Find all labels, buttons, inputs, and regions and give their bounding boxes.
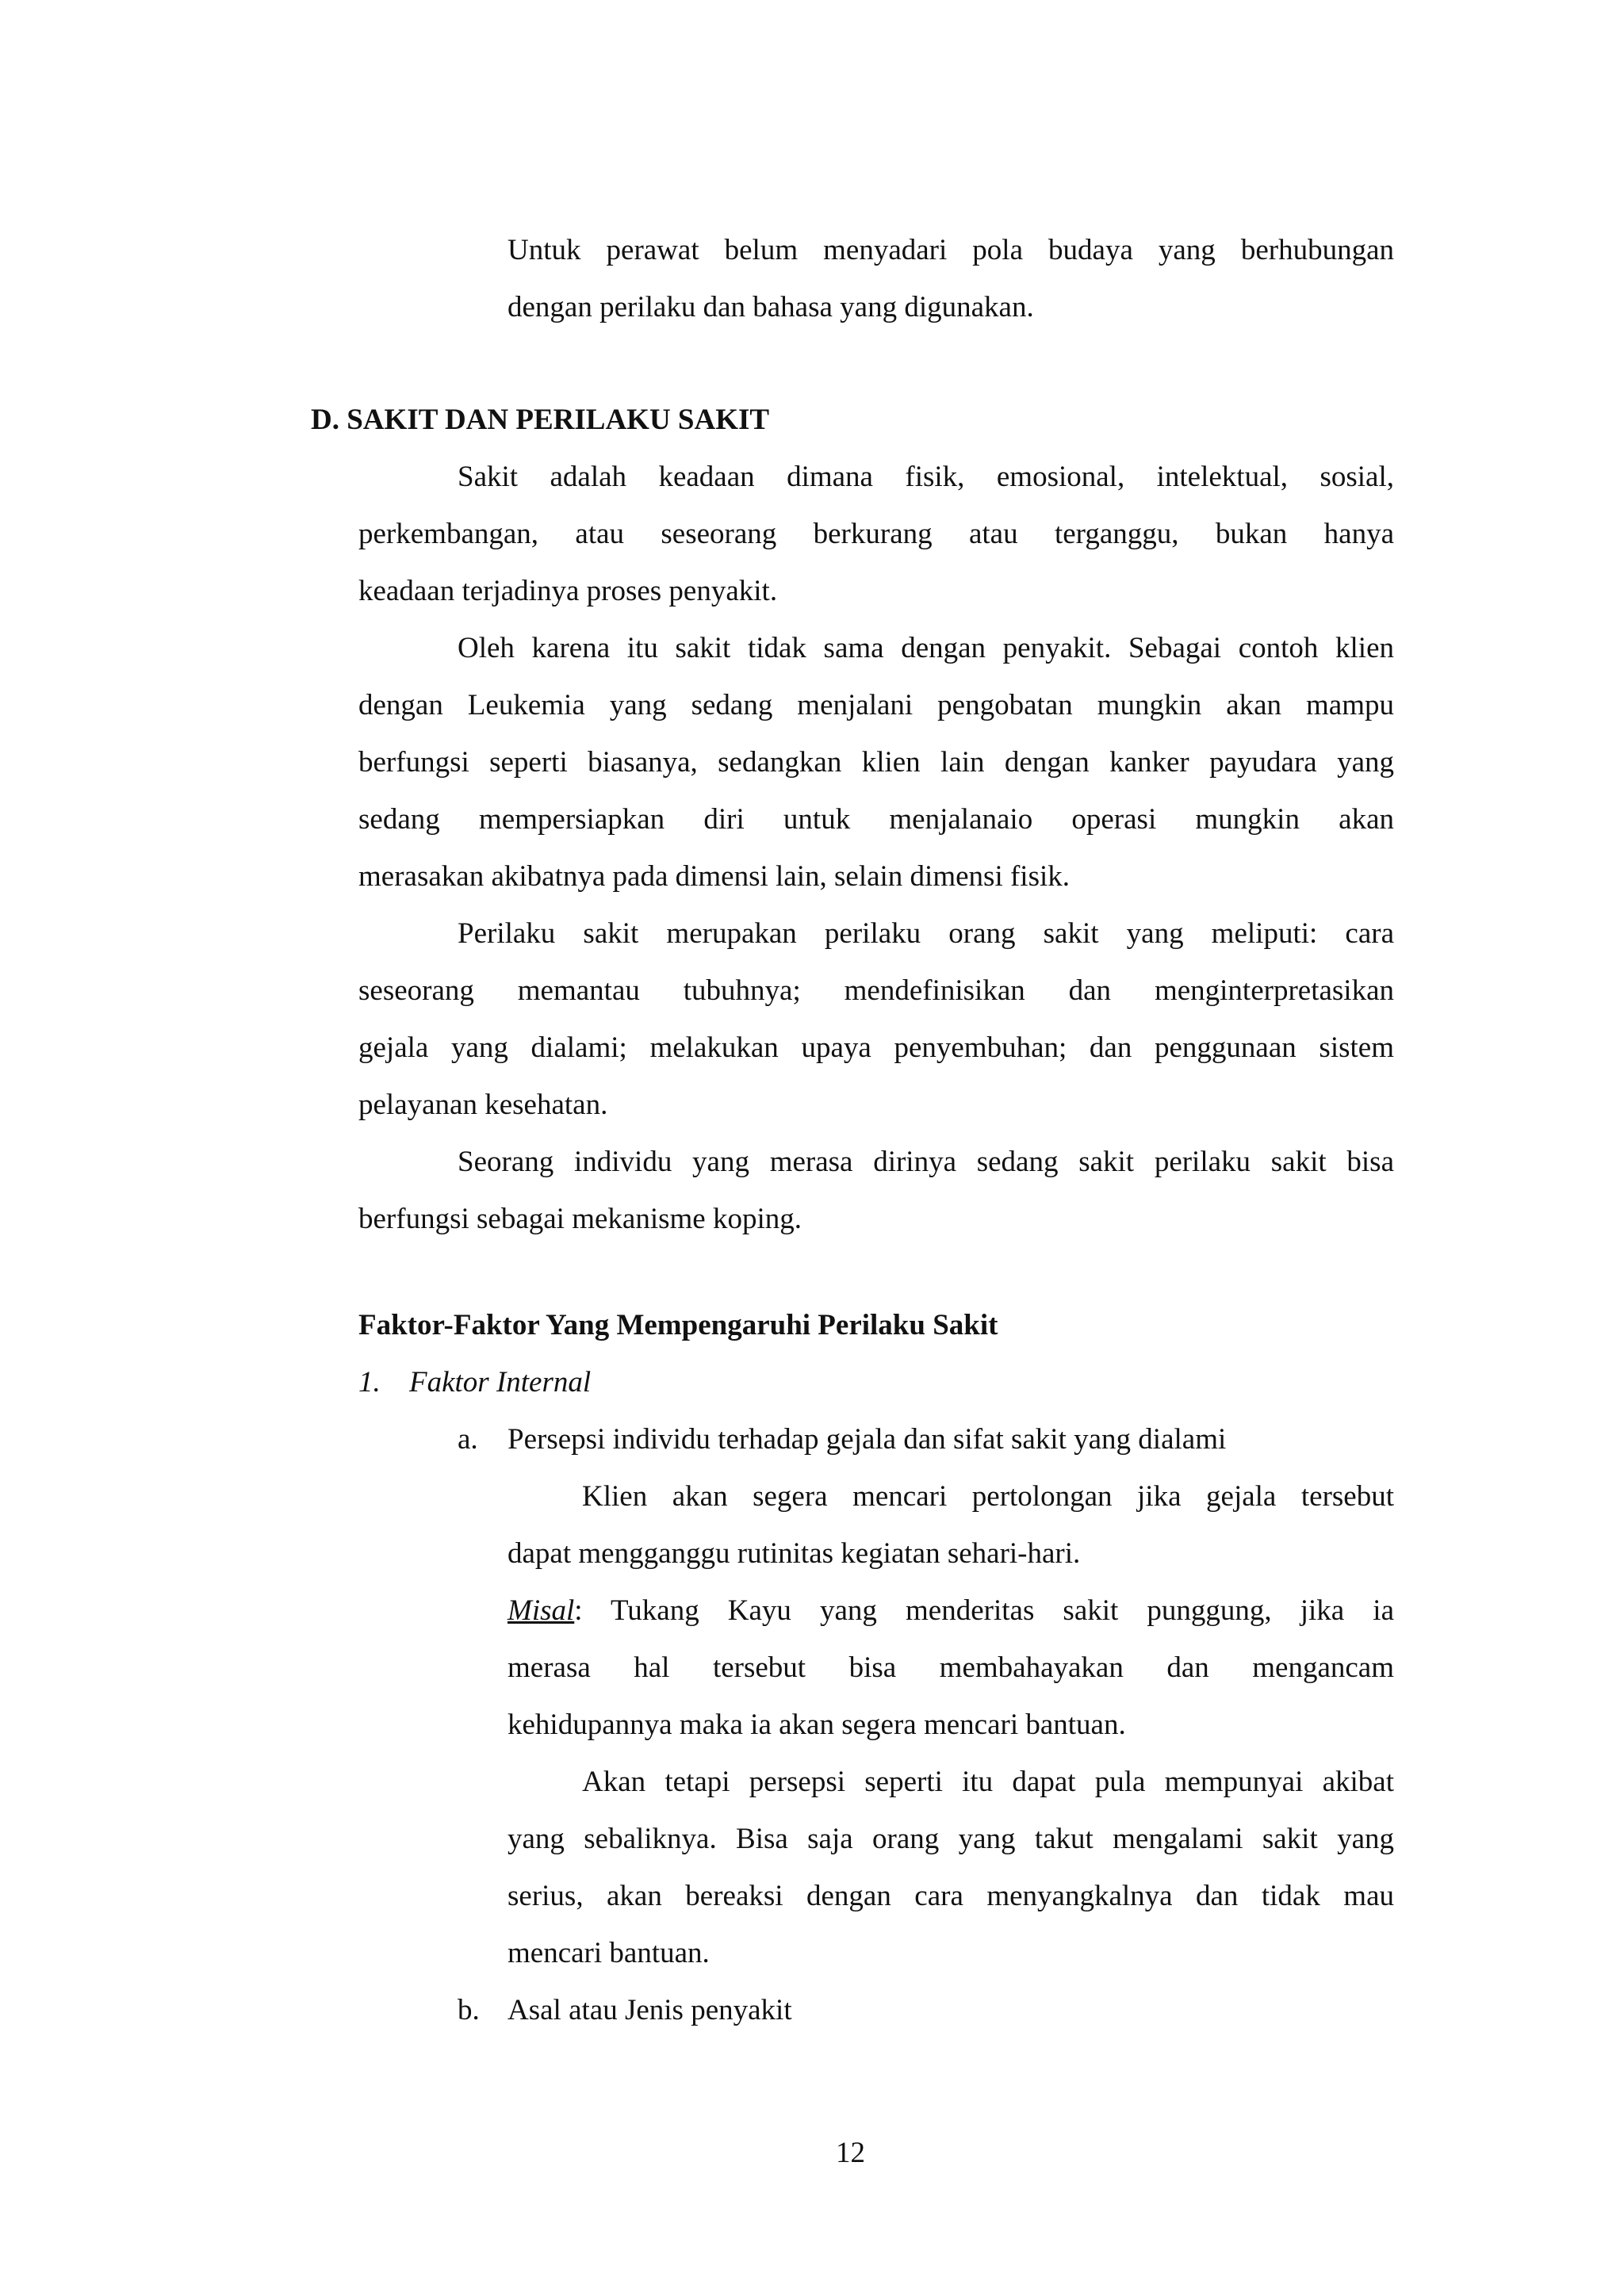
item-b-label: Asal atau Jenis penyakit	[508, 1994, 792, 2026]
para3-line-4: pelayanan kesehatan.	[358, 1089, 608, 1121]
item-a-para2-line-4: mencari bantuan.	[508, 1937, 710, 1969]
para1-line-1: Sakit adalah keadaan dimana fisik, emosional, intelektual, sosial,	[458, 461, 1394, 493]
para2-line-5: merasakan akibatnya pada dimensi lain, selain dimensi fisik.	[358, 860, 1070, 893]
misal-line-3: kehidupannya maka ia akan segera mencari bantuan.	[508, 1709, 1126, 1741]
item-a-para1-line-1: Klien akan segera mencari pertolongan jika gejala tersebut	[582, 1480, 1394, 1513]
list-marker-b: b.	[458, 1994, 480, 2026]
factors-heading: Faktor-Faktor Yang Mempengaruhi Perilaku Sakit	[358, 1309, 998, 1341]
section-heading: D. SAKIT DAN PERILAKU SAKIT	[311, 404, 770, 436]
para3-line-3: gejala yang dialami; melakukan upaya penyembuhan; dan penggunaan sistem	[358, 1031, 1394, 1064]
misal-line-2: merasa hal tersebut bisa membahayakan dan mengancam	[508, 1651, 1394, 1684]
item-a-para2-line-3: serius, akan bereaksi dengan cara menyangkalnya dan tidak mau	[508, 1880, 1394, 1912]
para1-line-2: perkembangan, atau seseorang berkurang atau terganggu, bukan hanya	[358, 518, 1394, 550]
misal-word: Misal	[508, 1594, 575, 1627]
para2-line-1: Oleh karena itu sakit tidak sama dengan penyakit. Sebagai contoh klien	[458, 632, 1394, 664]
item-a-label: Persepsi individu terhadap gejala dan sifat sakit yang dialami	[508, 1423, 1227, 1456]
para1-line-3: keadaan terjadinya proses penyakit.	[358, 575, 778, 607]
page-number: 12	[836, 2137, 865, 2169]
para2-line-2: dengan Leukemia yang sedang menjalani pengobatan mungkin akan mampu	[358, 689, 1394, 721]
intro-line-2: dengan perilaku dan bahasa yang digunakan.	[508, 291, 1034, 323]
list-number-1: 1.	[358, 1366, 381, 1399]
misal-line	[508, 1594, 1394, 1628]
para3-line-1: Perilaku sakit merupakan perilaku orang sakit yang meliputi: cara	[458, 917, 1394, 950]
item-a-para2-line-1: Akan tetapi persepsi seperti itu dapat pula mempunyai akibat	[582, 1766, 1394, 1798]
item-a-para2-line-2: yang sebaliknya. Bisa saja orang yang takut mengalami sakit yang	[508, 1823, 1394, 1855]
para2-line-3: berfungsi seperti biasanya, sedangkan klien lain dengan kanker payudara yang	[358, 746, 1394, 779]
item-a-para1-line-2: dapat mengganggu rutinitas kegiatan sehari-hari.	[508, 1537, 1081, 1570]
para4-line-1: Seorang individu yang merasa dirinya sedang sakit perilaku sakit bisa	[458, 1146, 1394, 1178]
faktor-internal-label: Faktor Internal	[409, 1366, 592, 1399]
para2-line-4: sedang mempersiapkan diri untuk menjalanaio operasi mungkin akan	[358, 803, 1394, 836]
para3-line-2: seseorang memantau tubuhnya; mendefinisikan dan menginterpretasikan	[358, 974, 1394, 1007]
intro-line-1: Untuk perawat belum menyadari pola budaya yang berhubungan	[508, 234, 1394, 266]
list-marker-a: a.	[458, 1423, 478, 1456]
misal-rest: : Tukang Kayu yang menderitas sakit punggung, jika ia	[574, 1594, 1394, 1627]
para4-line-2: berfungsi sebagai mekanisme koping.	[358, 1203, 802, 1235]
